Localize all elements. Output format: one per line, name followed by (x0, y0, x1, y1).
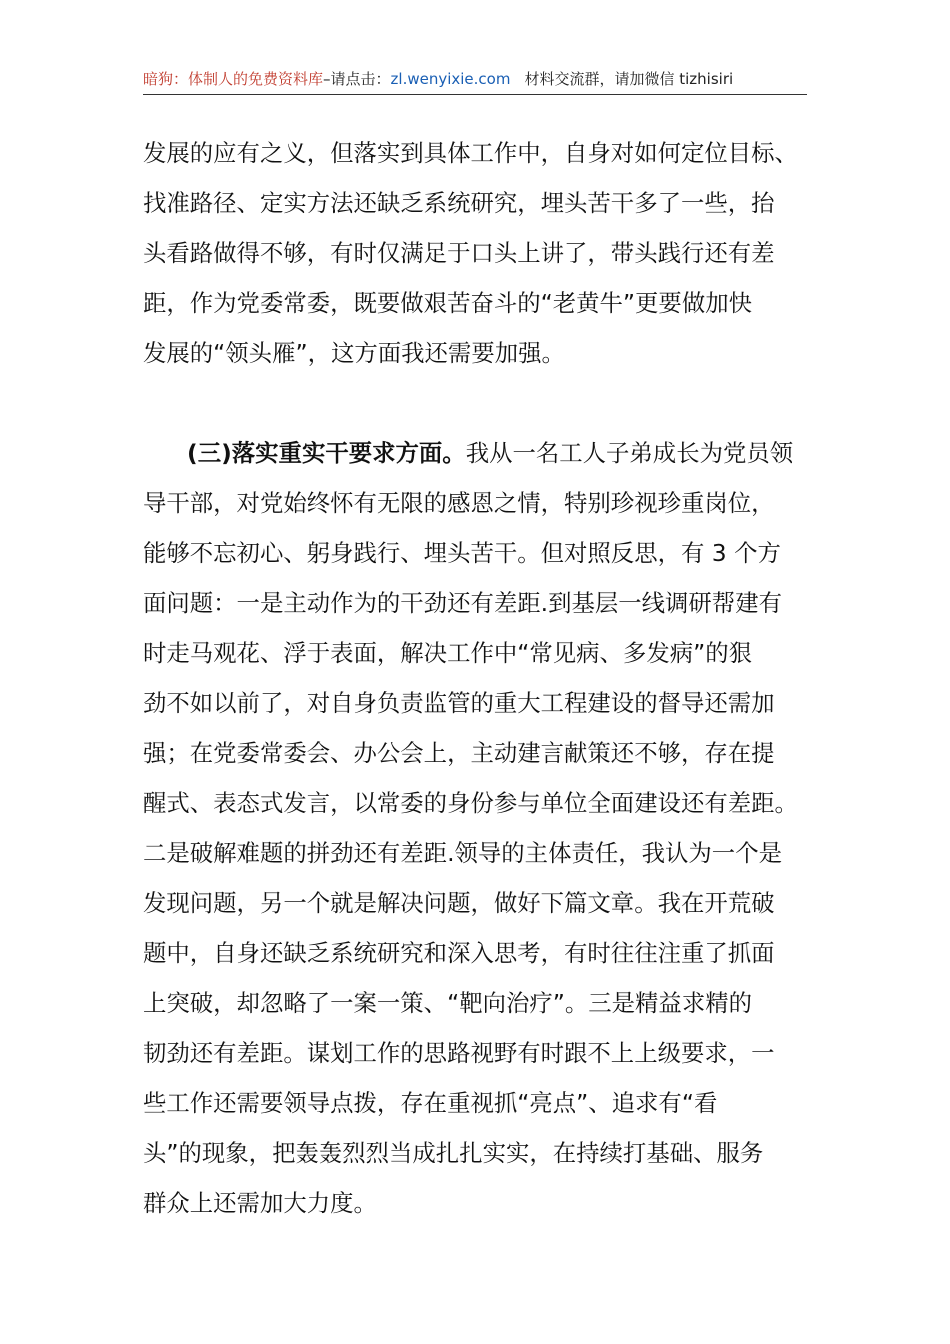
text-line: 时走马观花、浮于表面，解决工作中“常见病、多发病”的狠 (143, 639, 752, 667)
paragraph-gap (143, 378, 813, 428)
header-site-name: 暗狗：体制人的免费资料库 (143, 70, 324, 88)
text-line: 韧劲还有差距。谋划工作的思路视野有时跟不上上级要求，一 (143, 1039, 775, 1067)
header-link[interactable]: zl.wenyixie.com (390, 70, 511, 88)
text-line: 强；在党委常委会、办公会上，主动建言献策还不够，存在提 (143, 739, 775, 767)
text-line: 找准路径、定实方法还缺乏系统研究，埋头苦干多了一些，抬 (143, 189, 775, 217)
text-line: 距，作为党委常委，既要做艰苦奋斗的“老黄牛”更要做加快 (143, 289, 752, 317)
document-body (143, 128, 813, 1228)
text-line: 导干部，对党始终怀有无限的感恩之情，特别珍视珍重岗位， (143, 489, 775, 517)
text-line: 头”的现象，把轰轰烈烈当成扎扎实实，在持续打基础、服务 (143, 1139, 764, 1167)
text-line: 头看路做得不够，有时仅满足于口头上讲了，带头践行还有差 (143, 239, 775, 267)
text-line: 群众上还需加大力度。 (143, 1189, 377, 1217)
header-wechat-note: 材料交流群，请加微信 tizhisiri (524, 70, 734, 88)
paragraph-1 (143, 128, 813, 378)
text-line: 二是破解难题的拼劲还有差距.领导的主体责任，我认为一个是 (143, 839, 782, 867)
text-line-first (143, 428, 813, 478)
paragraph-2 (143, 428, 813, 1228)
text-line: 醒式、表态式发言，以常委的身份参与单位全面建设还有差距。 (143, 789, 798, 817)
section-first-line-text: 我从一名工人子弟成长为党员领 (465, 439, 794, 467)
section-heading: (三)落实重实干要求方面。 (187, 439, 466, 467)
text-line: 能够不忘初心、躬身践行、埋头苦干。但对照反思，有 3 个方 (143, 539, 781, 567)
text-line: 些工作还需要领导点拨，存在重视抓“亮点”、追求有“看 (143, 1089, 718, 1117)
page-header (143, 68, 807, 95)
text-line: 上突破，却忽略了一案一策、“靶向治疗”。三是精益求精的 (143, 989, 752, 1017)
text-line: 面问题：一是主动作为的干劲还有差距.到基层一线调研帮建有 (143, 589, 782, 617)
text-line: 劲不如以前了，对自身负责监管的重大工程建设的督导还需加 (143, 689, 775, 717)
text-line: 题中，自身还缺乏系统研究和深入思考，有时往往注重了抓面 (143, 939, 775, 967)
header-link-prompt: –请点击： (323, 70, 391, 88)
text-line: 发展的应有之义，但落实到具体工作中，自身对如何定位目标、 (143, 139, 798, 167)
text-line: 发现问题，另一个就是解决问题，做好下篇文章。我在开荒破 (143, 889, 775, 917)
text-line: 发展的“领头雁”，这方面我还需要加强。 (143, 339, 565, 367)
